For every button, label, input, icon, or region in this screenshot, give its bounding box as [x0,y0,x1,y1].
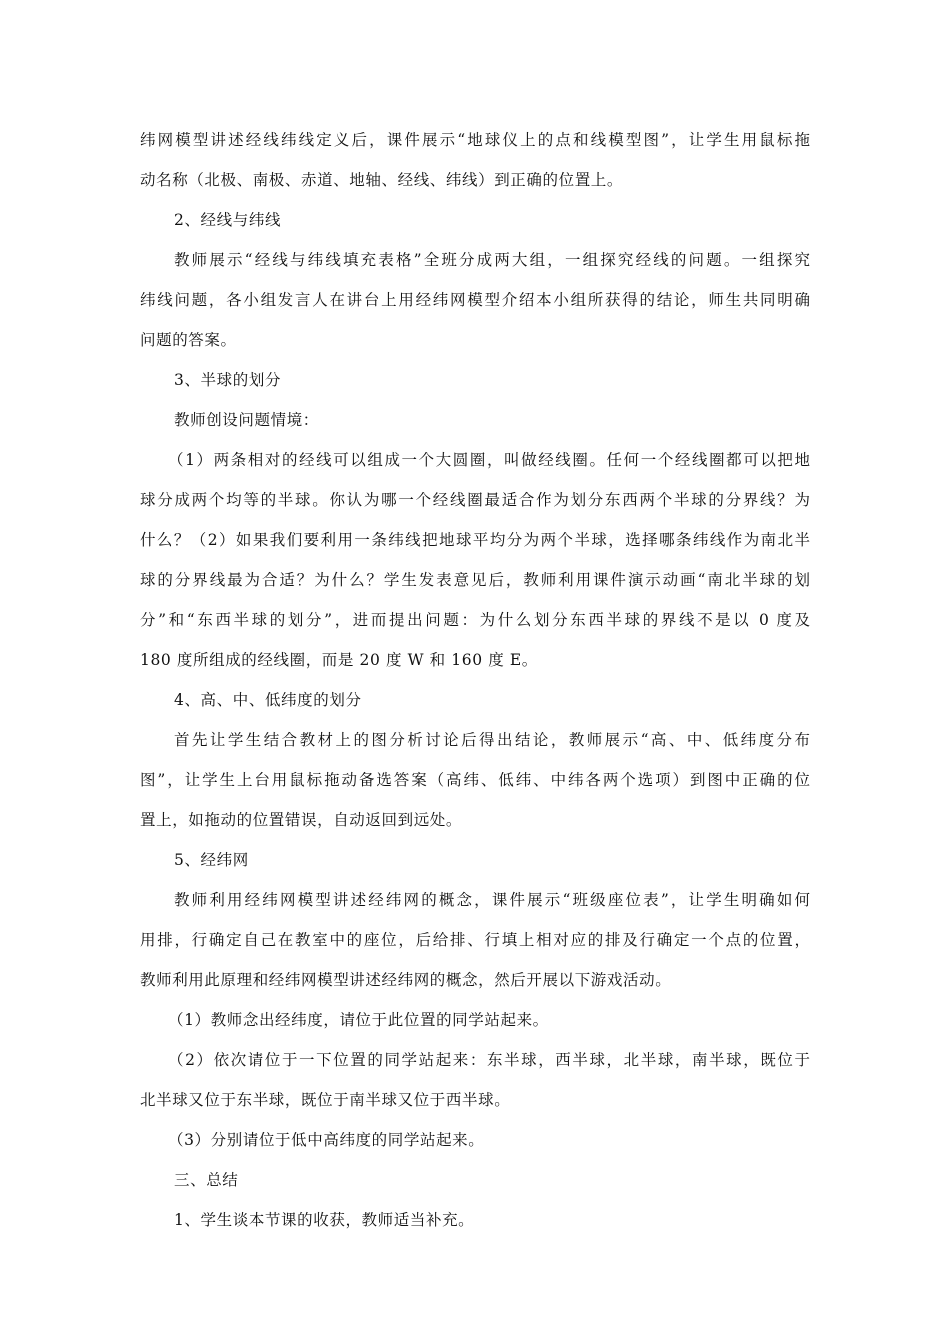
paragraph-line: 球的分界线最为合适？为什么？学生发表意见后，教师利用课件演示动画“南北半球的划 [140,571,810,589]
list-item: （3）分别请位于低中高纬度的同学站起来。 [168,1131,485,1149]
section-heading: 4、高、中、低纬度的划分 [174,691,362,709]
section-heading: 三、总结 [174,1171,239,1189]
paragraph-line: 教师利用此原理和经纬网模型讲述经纬网的概念，然后开展以下游戏活动。 [140,971,672,989]
paragraph-line: 纬网模型讲述经线纬线定义后，课件展示“地球仪上的点和线模型图”，让学生用鼠标拖 [140,131,810,149]
paragraph-line: 180 度所组成的经线圈，而是 20 度 W 和 160 度 E。 [140,651,538,669]
paragraph-line: 北半球又位于东半球，既位于南半球又位于西半球。 [140,1091,511,1109]
paragraph-line: 分”和“东西半球的划分”，进而提出问题：为什么划分东西半球的界线不是以 0 度及 [140,611,810,629]
paragraph-line: 1、学生谈本节课的收获，教师适当补充。 [174,1211,475,1229]
paragraph-line: 图”，让学生上台用鼠标拖动备选答案（高纬、低纬、中纬各两个选项）到图中正确的位 [140,771,810,789]
paragraph-line: 置上，如拖动的位置错误，自动返回到远处。 [140,811,463,829]
paragraph-line: 什么？（2）如果我们要利用一条纬线把地球平均分为两个半球，选择哪条纬线作为南北半 [140,531,810,549]
paragraph-line: 首先让学生结合教材上的图分析讨论后得出结论，教师展示“高、中、低纬度分布 [174,731,810,749]
paragraph-line: 球分成两个均等的半球。你认为哪一个经线圈最适合作为划分东西两个半球的分界线？为 [140,491,810,509]
list-item: （1）教师念出经纬度，请位于此位置的同学站起来。 [168,1011,549,1029]
paragraph-line: 动名称（北极、南极、赤道、地轴、经线、纬线）到正确的位置上。 [140,171,624,189]
paragraph-line: 教师利用经纬网模型讲述经纬网的概念，课件展示“班级座位表”，让学生明确如何 [174,891,810,909]
list-item: （2）依次请位于一下位置的同学站起来：东半球，西半球，北半球，南半球，既位于 [168,1051,810,1069]
paragraph-line: 纬线问题，各小组发言人在讲台上用经纬网模型介绍本小组所获得的结论，师生共同明确 [140,291,810,309]
paragraph-line: 教师创设问题情境： [174,411,319,429]
document-body [140,120,810,1240]
paragraph-line: 用排，行确定自己在教室中的座位，后给排、行填上相对应的排及行确定一个点的位置， [140,931,810,949]
paragraph-line: 问题的答案。 [140,331,237,349]
paragraph-line: 教师展示“经线与纬线填充表格”全班分成两大组，一组探究经线的问题。一组探究 [174,251,810,269]
paragraph-line: （1）两条相对的经线可以组成一个大圆圈，叫做经线圈。任何一个经线圈都可以把地 [168,451,810,469]
section-heading: 3、半球的划分 [174,371,282,389]
section-heading: 2、经线与纬线 [174,211,282,229]
section-heading: 5、经纬网 [174,851,249,869]
